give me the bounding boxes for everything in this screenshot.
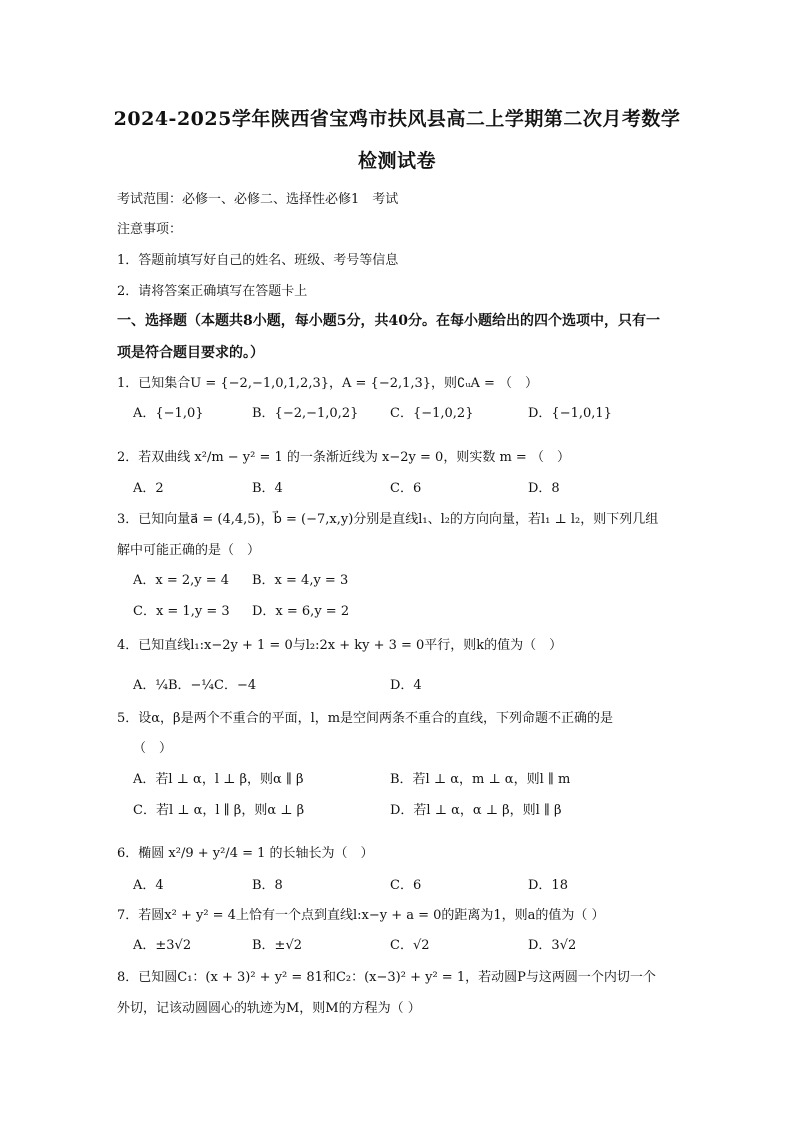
question-2-option-d[interactable]: D．8 xyxy=(528,481,560,496)
question-7-option-d[interactable]: D．3√2 xyxy=(528,938,577,953)
question-8-stem-line-2: 外切，记该动圆圆心的轨迹为M，则M的方程为（ ） xyxy=(117,1001,421,1016)
exam-scope: 考试范围：必修一、必修二、选择性必修1 考试 xyxy=(117,192,399,207)
question-4-stem: 4．已知直线l₁:x−2y + 1 = 0与l₂:2x + ky + 3 = 0平行，则k的值为（ ） xyxy=(117,638,563,653)
question-6-option-d[interactable]: D．18 xyxy=(528,878,568,893)
question-6-options xyxy=(0,874,794,894)
question-3-stem-line-1: 3．已知向量a⃗ = (4,4,5)，b⃗ = (−7,x,y)分别是直线l₁、l₂的方向向量，若l₁ ⊥ l₂，则下列几组 xyxy=(117,512,659,527)
question-3-option-b[interactable]: B．x = 4,y = 3 xyxy=(252,573,349,588)
question-1-option-d[interactable]: D．{−1,0,1} xyxy=(528,406,612,421)
question-3-option-d[interactable]: D．x = 6,y = 2 xyxy=(252,604,350,619)
question-5-options-row-2 xyxy=(0,799,794,819)
question-1-option-a[interactable]: A．{−1,0} xyxy=(133,406,204,421)
question-3-stem-line-2: 解中可能正确的是（ ） xyxy=(117,543,261,558)
question-7-option-a[interactable]: A．±3√2 xyxy=(133,938,192,953)
question-5-stem-line-2: （ ） xyxy=(133,741,173,756)
question-7-option-c[interactable]: C．√2 xyxy=(390,938,430,953)
question-1-stem: 1．已知集合U = {−2,−1,0,1,2,3}，A = {−2,1,3}，则∁ᵤA = （ ） xyxy=(117,376,539,391)
question-2-option-c[interactable]: C．6 xyxy=(390,481,422,496)
question-3-option-a[interactable]: A．x = 2,y = 4 xyxy=(133,573,230,588)
question-7-stem: 7．若圆x² + y² = 4上恰有一个点到直线l:x−y + a = 0的距离为1，则a的值为（ ） xyxy=(117,908,605,923)
question-5-stem-line-1: 5．设α，β是两个不重合的平面，l，m是空间两条不重合的直线，下列命题不正确的是 xyxy=(117,711,614,726)
question-6-option-b[interactable]: B．8 xyxy=(252,878,283,893)
question-3-options-row-2 xyxy=(0,600,794,620)
question-2-options xyxy=(0,477,794,497)
exam-title-line-2: 检测试卷 xyxy=(357,150,436,172)
notice-item-2: 2．请将答案正确填写在答题卡上 xyxy=(117,284,308,299)
question-5-option-b[interactable]: B．若l ⊥ α，m ⊥ α，则l ∥ m xyxy=(390,772,571,787)
question-3-option-c[interactable]: C．x = 1,y = 3 xyxy=(133,604,230,619)
question-7-option-b[interactable]: B．±√2 xyxy=(252,938,303,953)
notice-item-1: 1．答题前填写好自己的姓名、班级、考号等信息 xyxy=(117,253,399,268)
question-6-option-c[interactable]: C．6 xyxy=(390,878,422,893)
question-4-options xyxy=(0,674,794,694)
question-2-option-a[interactable]: A．2 xyxy=(133,481,164,496)
question-5-options-row-1 xyxy=(0,768,794,788)
question-5-option-a[interactable]: A．若l ⊥ α，l ⊥ β，则α ∥ β xyxy=(133,772,304,787)
exam-title-line-1: 2024-2025学年陕西省宝鸡市扶风县高二上学期第二次月考数学 xyxy=(113,108,681,130)
question-2-option-b[interactable]: B．4 xyxy=(252,481,283,496)
section-heading-line-2: 项是符合题目要求的。） xyxy=(117,345,264,361)
question-3-options-row-1 xyxy=(0,569,794,589)
question-1-options xyxy=(0,402,794,422)
question-6-option-a[interactable]: A．4 xyxy=(133,878,164,893)
question-1-option-b[interactable]: B．{−2,−1,0,2} xyxy=(252,406,359,421)
question-7-options xyxy=(0,934,794,954)
question-6-stem: 6．椭圆 x²/9 + y²/4 = 1 的长轴长为（ ） xyxy=(117,846,374,861)
question-8-stem-line-1: 8．已知圆C₁：(x + 3)² + y² = 81和C₂：(x−3)² + y² = 1，若动圆P与这两圆一个内切一个 xyxy=(117,970,656,985)
question-4-option-d[interactable]: D．4 xyxy=(390,678,422,693)
question-5-option-c[interactable]: C．若l ⊥ α，l ∥ β，则α ⊥ β xyxy=(133,803,305,818)
question-2-stem: 2．若双曲线 x²/m − y² = 1 的一条渐近线为 x−2y = 0，则实数 m = （ ） xyxy=(117,450,570,465)
question-1-option-c[interactable]: C．{−1,0,2} xyxy=(390,406,474,421)
question-5-option-d[interactable]: D．若l ⊥ α，α ⊥ β，则l ∥ β xyxy=(390,803,562,818)
section-heading-line-1: 一、选择题（本题共8小题，每小题5分，共40分。在每小题给出的四个选项中，只有一 xyxy=(117,313,660,329)
notice-title: 注意事项： xyxy=(117,222,183,237)
question-4-options-abc[interactable]: A．¼B．−¼C．−4 xyxy=(133,678,257,693)
